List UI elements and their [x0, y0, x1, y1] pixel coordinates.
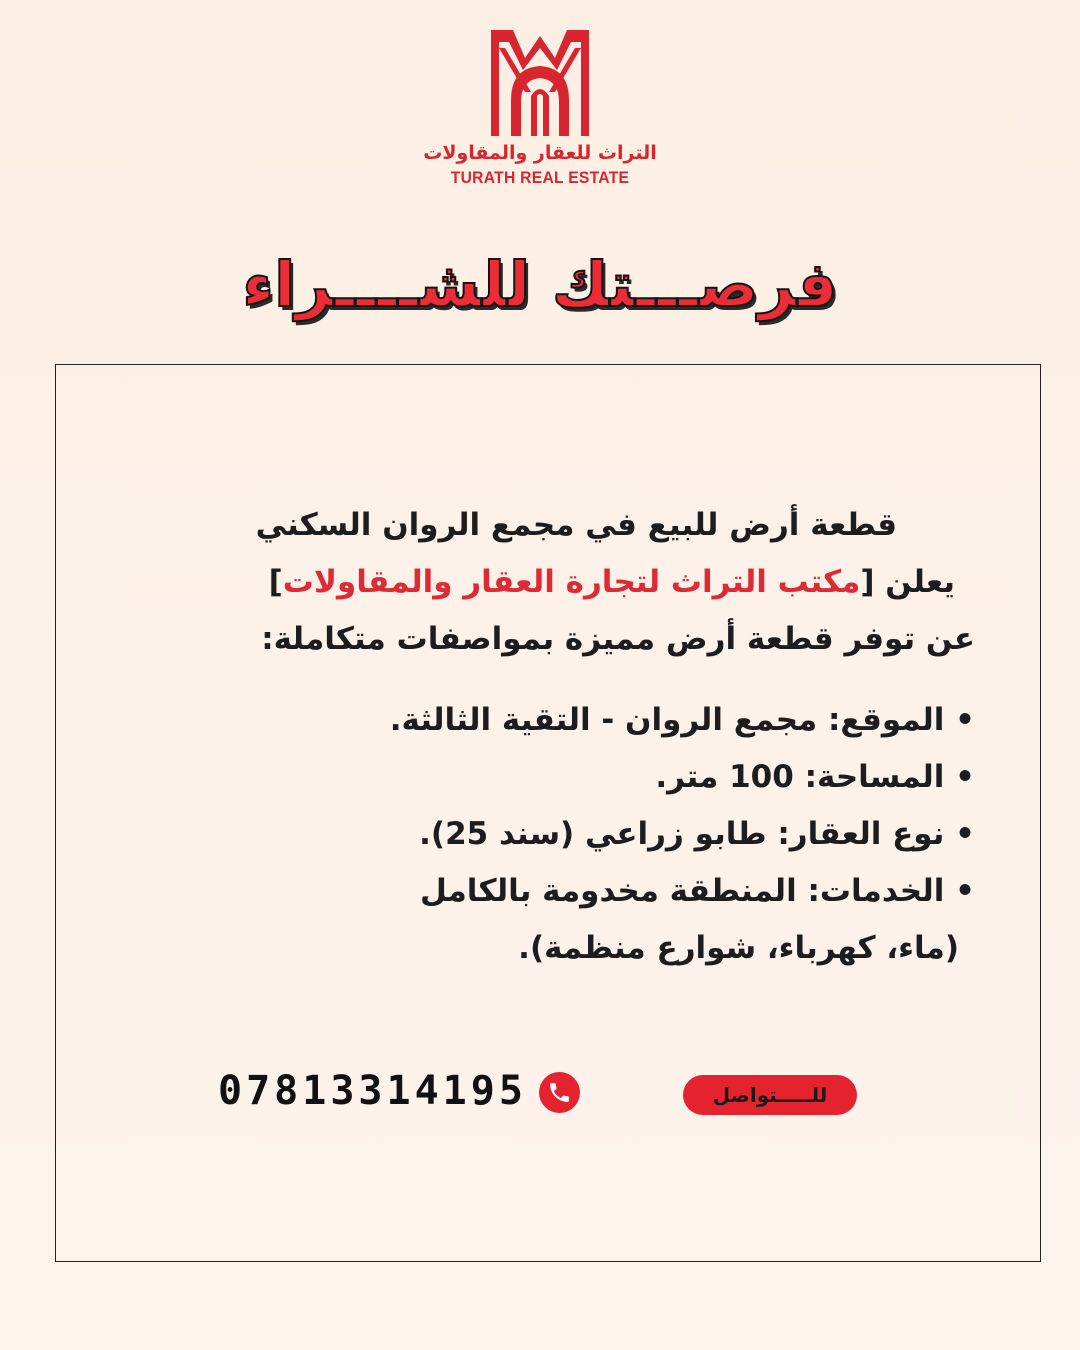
- logo-arabic-name: التراث للعقار والمقاولات: [423, 142, 657, 164]
- phone-number[interactable]: 07813314195: [218, 1068, 527, 1114]
- announcement-line-2-suffix: ]: [268, 564, 283, 600]
- announcement-text: [115, 497, 975, 977]
- detail-area: • المساحة: 100 متر.: [655, 759, 975, 795]
- logo-english-name: TURATH REAL ESTATE: [450, 168, 630, 187]
- contact-label-pill: للـــــتواصل: [683, 1075, 857, 1115]
- announcement-line-1: قطعة أرض للبيع في مجمع الروان السكني: [255, 507, 897, 543]
- detail-services: • الخدمات: المنطقة مخدومة بالكامل: [419, 873, 975, 909]
- announcement-line-3: عن توفر قطعة أرض مميزة بمواصفات متكاملة:: [261, 621, 975, 657]
- detail-services-continued: [115, 920, 975, 977]
- detail-property-type: • نوع العقار: طابو زراعي (سند 25).: [419, 816, 975, 852]
- announcement-line-2-prefix: يعلن [: [860, 564, 955, 600]
- detail-services-extra: (ماء، كهرباء، شوارع منظمة).: [518, 930, 959, 966]
- arch-building-logo-icon: [491, 30, 589, 136]
- headline: فرصـــتك للشــــراء: [242, 248, 838, 321]
- phone-handset-icon: [547, 1080, 572, 1105]
- brand-logo: [0, 30, 1080, 188]
- office-name-highlight: مكتب التراث لتجارة العقار والمقاولات: [282, 564, 861, 600]
- property-details-list: [115, 692, 975, 977]
- phone-icon[interactable]: [539, 1072, 580, 1113]
- announcement-line-2: [115, 554, 975, 611]
- detail-location: • الموقع: مجمع الروان - التقية الثالثة.: [389, 702, 975, 738]
